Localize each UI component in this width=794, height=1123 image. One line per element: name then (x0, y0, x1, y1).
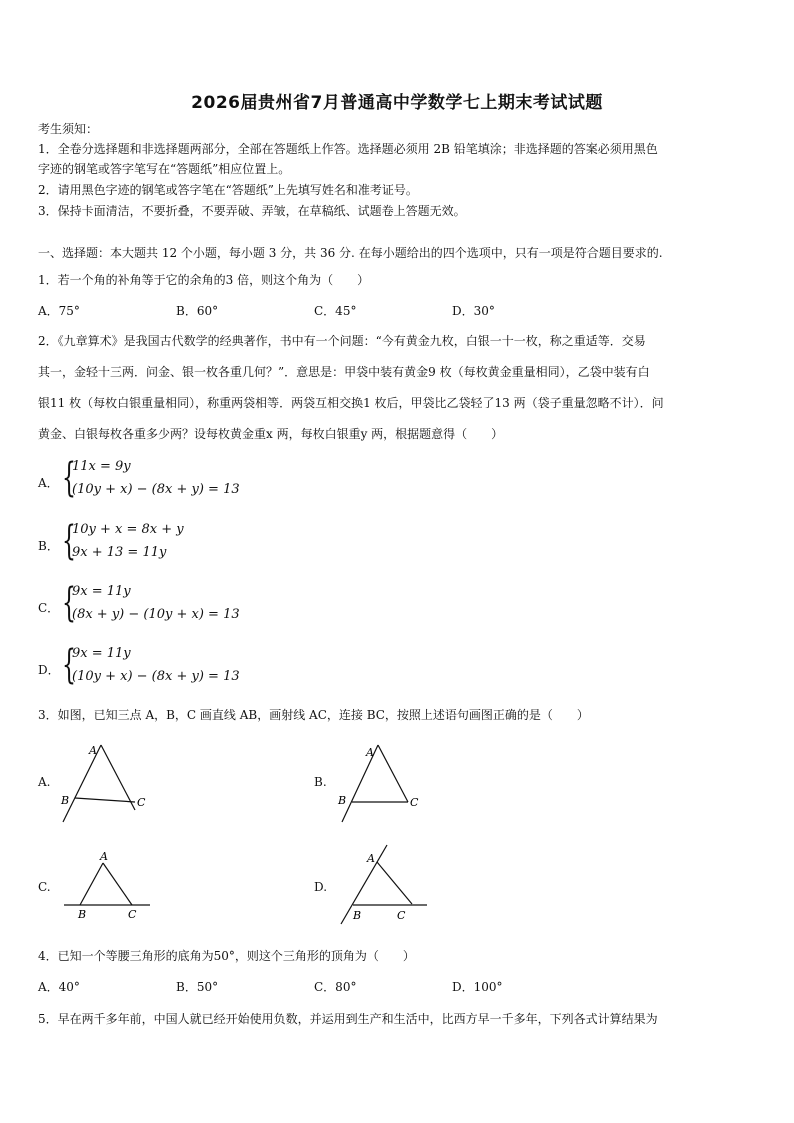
notice-item: 字迹的钢笔或答字笔写在“答题纸”相应位置上。 (38, 162, 291, 176)
option-b[interactable]: B．50° (176, 980, 219, 994)
option-label: A． (38, 476, 59, 490)
option-label[interactable]: D. (314, 880, 328, 894)
equation: (10y + x) − (8x + y) = 13 (72, 482, 240, 497)
question-4-stem: 4．已知一个等腰三角形的底角为50°，则这个三角形的顶角为（ ） (38, 949, 415, 963)
point-b-label: B (353, 909, 362, 922)
option-a[interactable]: A．40° (38, 980, 80, 994)
brace-icon: { (62, 518, 76, 564)
question-2-line: 银11 枚（每枚白银重量相同），称重两袋相等．两袋互相交换1 枚后，甲袋比乙袋轻了13 两（袋子重量忽略不计）．问 (38, 396, 664, 410)
option-label: D． (38, 663, 60, 677)
point-a-label: A (367, 852, 375, 865)
option-d[interactable]: D．30° (452, 304, 495, 318)
question-4-options (38, 978, 552, 995)
point-b-label: B (78, 908, 87, 921)
page-title: 2026届贵州省7月普通高中学数学七上期末考试试题 (191, 93, 603, 113)
equation: 9x = 11y (72, 646, 131, 661)
point-a-label: A (100, 850, 108, 863)
point-c-label: C (397, 909, 406, 922)
point-c-label: C (410, 796, 419, 809)
option-label[interactable]: A. (38, 775, 51, 789)
equation: 9x = 11y (72, 584, 131, 599)
question-1-stem: 1．若一个角的补角等于它的余角的3 倍，则这个角为（ ） (38, 273, 370, 287)
point-a-label: A (89, 744, 97, 757)
notice-item: 3．保持卡面清洁，不要折叠，不要弄破、弄皱，在草稿纸、试题卷上答题无效。 (38, 204, 466, 218)
equation: 10y + x = 8x + y (72, 522, 184, 537)
section-heading: 一、选择题：本大题共 12 个小题，每小题 3 分，共 36 分. 在每小题给出的四个选项中，只有一项是符合题目要求的. (38, 246, 663, 260)
point-b-label: B (338, 794, 347, 807)
equation: (10y + x) − (8x + y) = 13 (72, 669, 240, 684)
equation: (8x + y) − (10y + x) = 13 (72, 607, 240, 622)
option-b[interactable]: B．60° (176, 304, 219, 318)
brace-icon: { (62, 580, 76, 626)
question-1-options (38, 302, 552, 319)
point-a-label: A (366, 746, 374, 759)
question-2-line: 其一，金轻十三两．问金、银一枚各重几何？”．意思是：甲袋中装有黄金9 枚（每枚黄金重量相同），乙袋中装有白 (38, 365, 650, 379)
question-5-stem: 5．早在两千多年前，中国人就已经开始使用负数，并运用到生产和生活中，比西方早一千多年，下列各式计算结果为 (38, 1012, 658, 1026)
option-label: C． (38, 601, 60, 615)
question-3-stem: 3．如图，已知三点 A，B，C 画直线 AB，画射线 AC，连接 BC，按照上述语句画图正确的是（ ） (38, 708, 589, 722)
option-c[interactable]: C．80° (314, 980, 357, 994)
point-b-label: B (61, 794, 70, 807)
option-d[interactable]: D．100° (452, 980, 503, 994)
notice-item: 1．全卷分选择题和非选择题两部分，全部在答题纸上作答。选择题必须用 2B 铅笔填涂；非选择题的答案必须用黑色 (38, 142, 658, 156)
equation: 9x + 13 = 11y (72, 545, 167, 560)
option-label: B． (38, 539, 59, 553)
notice-heading: 考生须知： (38, 122, 99, 136)
question-2-line: 黄金、白银每枚各重多少两？设每枚黄金重x 两，每枚白银重y 两，根据题意得（ ） (38, 427, 504, 441)
option-label[interactable]: B. (314, 775, 327, 789)
figure-a[interactable] (55, 740, 165, 825)
question-2-line: 2．《九章算术》是我国古代数学的经典著作，书中有一个问题：“今有黄金九枚，白银一十一枚，称之重适等．交易 (38, 334, 646, 348)
figure-c[interactable] (60, 848, 160, 923)
option-label[interactable]: C. (38, 880, 51, 894)
notice-item: 2．请用黑色字迹的钢笔或答字笔在“答题纸”上先填写姓名和准考证号。 (38, 183, 418, 197)
brace-icon: { (62, 455, 76, 501)
figure-b[interactable] (330, 740, 440, 825)
figure-d[interactable] (335, 842, 440, 927)
brace-icon: { (62, 642, 76, 688)
equation: 11x = 9y (72, 459, 131, 474)
option-c[interactable]: C．45° (314, 304, 357, 318)
point-c-label: C (128, 908, 137, 921)
option-a[interactable]: A．75° (38, 304, 80, 318)
point-c-label: C (137, 796, 146, 809)
